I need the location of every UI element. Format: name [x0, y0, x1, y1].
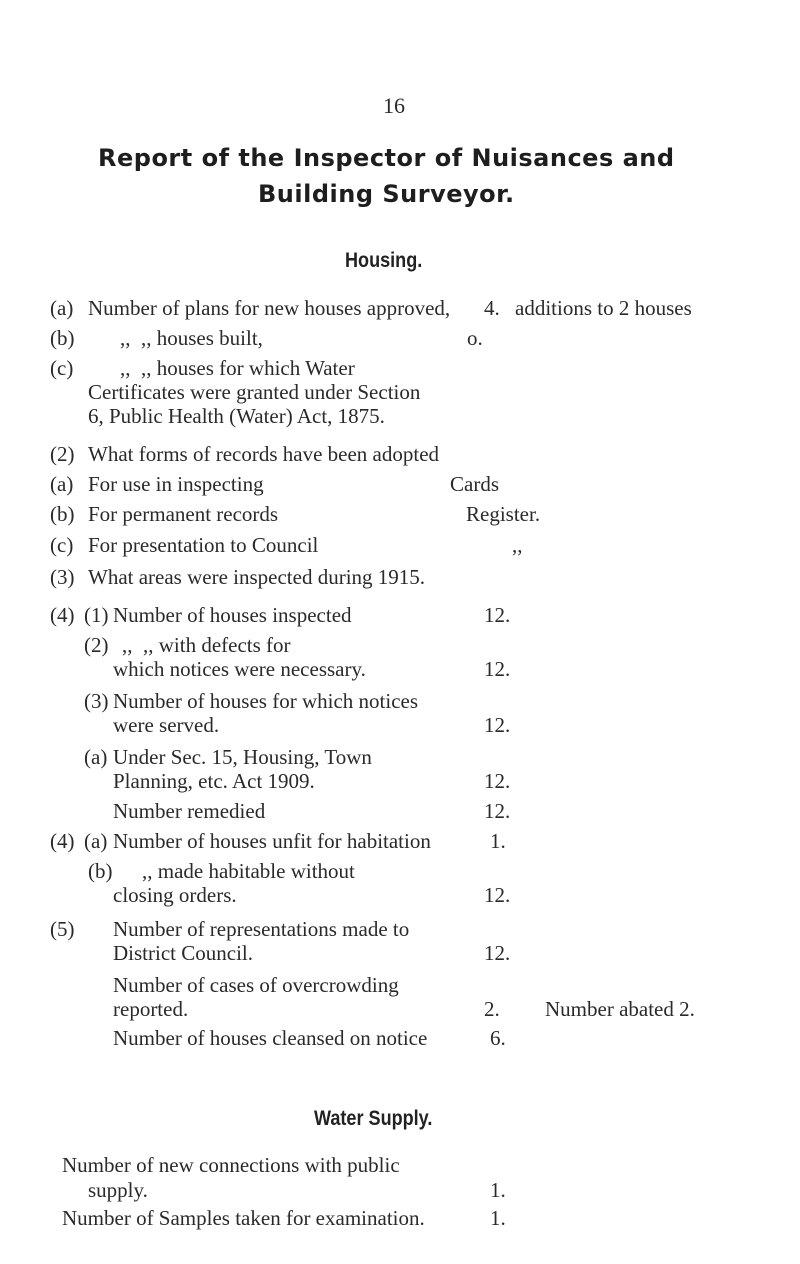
overcrowding-line1: Number of cases of overcrowding [113, 973, 399, 997]
q2c-label: (c) [50, 533, 74, 557]
q5-value: 12. [484, 941, 511, 965]
q4-3-line1: Number of houses for which notices [113, 689, 419, 713]
samples-text: Number of Samples taken for examination. [62, 1206, 425, 1230]
q4-a-sub: (a) [84, 745, 108, 769]
item-b-value: o. [467, 326, 483, 350]
q4b-a-label: (4) [50, 829, 75, 853]
q2a-value: Cards [450, 472, 499, 496]
q4b-b-line1: ,, made habitable without [142, 859, 355, 883]
q4-2-line2: which notices were necessary. [113, 657, 366, 681]
q4-3-sub: (3) [84, 689, 109, 713]
item-c-line1: ,, ,, houses for which Water [120, 356, 355, 380]
remedied-text: Number remedied [113, 799, 266, 823]
q4b-b-value: 12. [484, 883, 511, 907]
cleansed-value: 6. [490, 1026, 506, 1050]
q4-3-line2: were served. [113, 713, 220, 737]
q3-label: (3) [50, 565, 75, 589]
report-title-line1: Report of the Inspector of Nuisances and [98, 144, 675, 172]
q4-2-line1: ,, ,, with defects for [122, 633, 291, 657]
water-supply-heading: Water Supply. [314, 1107, 433, 1130]
item-a-text: Number of plans for new houses approved, [88, 296, 451, 320]
q2-label: (2) [50, 442, 75, 466]
cleansed-text: Number of houses cleansed on notice [113, 1026, 428, 1050]
q4b-a-value: 1. [490, 829, 506, 853]
q2c-value: ,, [512, 533, 523, 557]
q4-1-label: (4) [50, 603, 75, 627]
q2a-text: For use in inspecting [88, 472, 264, 496]
q3-text: What areas were inspected during 1915. [88, 565, 426, 589]
item-c-label: (c) [50, 356, 74, 380]
report-title-line2: Building Surveyor. [258, 180, 515, 208]
q4b-b-line2: closing orders. [113, 883, 237, 907]
connections-line2: supply. [88, 1178, 148, 1202]
item-a-label: (a) [50, 296, 74, 320]
overcrowding-value: 2. [484, 997, 500, 1021]
housing-heading: Housing. [345, 249, 423, 272]
connections-value: 1. [490, 1178, 506, 1202]
q2a-label: (a) [50, 472, 74, 496]
item-b-text: ,, ,, houses built, [120, 326, 263, 350]
q4-2-sub: (2) [84, 633, 109, 657]
item-a-value: 4. [484, 296, 500, 320]
q4-2-value: 12. [484, 657, 511, 681]
q4-a-line1: Under Sec. 15, Housing, Town [113, 745, 372, 769]
connections-line1: Number of new connections with public [62, 1153, 400, 1177]
page-number: 16 [383, 93, 405, 118]
item-c-line2: Certificates were granted under Section [88, 380, 421, 404]
q2c-text: For presentation to Council [88, 533, 319, 557]
q4-3-value: 12. [484, 713, 511, 737]
item-c-line3: 6, Public Health (Water) Act, 1875. [88, 404, 385, 428]
q4-1-value: 12. [484, 603, 511, 627]
q4-1-sub: (1) [84, 603, 109, 627]
remedied-value: 12. [484, 799, 511, 823]
q4b-a-text: Number of houses unfit for habitation [113, 829, 431, 853]
overcrowding-line2: reported. [113, 997, 189, 1021]
q2b-text: For permanent records [88, 502, 279, 526]
item-a-note: additions to 2 houses [515, 296, 692, 320]
overcrowding-note: Number abated 2. [545, 997, 695, 1021]
item-b-label: (b) [50, 326, 75, 350]
samples-value: 1. [490, 1206, 506, 1230]
q4-1-text: Number of houses inspected [113, 603, 352, 627]
q5-label: (5) [50, 917, 75, 941]
q4b-b-sub: (b) [88, 859, 113, 883]
q2b-value: Register. [466, 502, 541, 526]
q2b-label: (b) [50, 502, 75, 526]
q4b-a-sub: (a) [84, 829, 108, 853]
q2-text: What forms of records have been adopted [88, 442, 440, 466]
q4-a-value: 12. [484, 769, 511, 793]
q4-a-line2: Planning, etc. Act 1909. [113, 769, 315, 793]
q5-line1: Number of representations made to [113, 917, 410, 941]
q5-line2: District Council. [113, 941, 253, 965]
